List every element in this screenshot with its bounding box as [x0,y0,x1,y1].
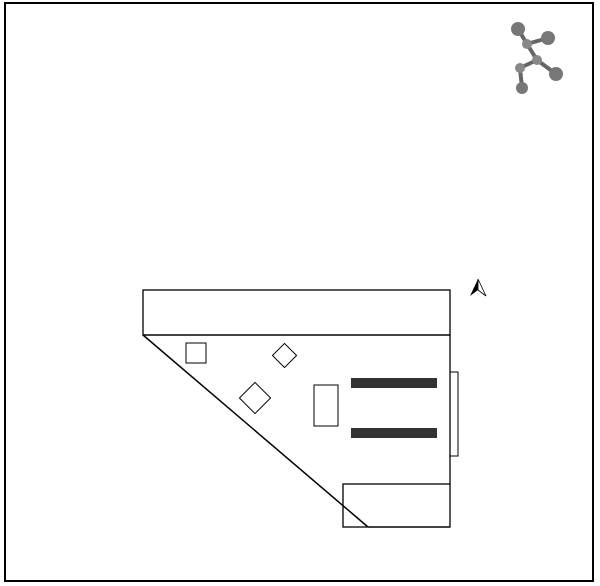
park-entrance [450,372,458,456]
bottom-green-strip [343,484,450,527]
structure-rect [314,385,338,426]
sculpture-bar-bottom [351,428,437,438]
alonso-de-cordova-edge [143,335,368,527]
structure-square-2 [272,343,296,367]
top-green-strip [143,290,450,335]
sculpture-bar-top [351,378,437,388]
structure-square-3 [239,382,270,413]
structure-square-1 [186,343,206,363]
plaza-outline [143,335,450,484]
north-arrow-icon [470,279,486,296]
